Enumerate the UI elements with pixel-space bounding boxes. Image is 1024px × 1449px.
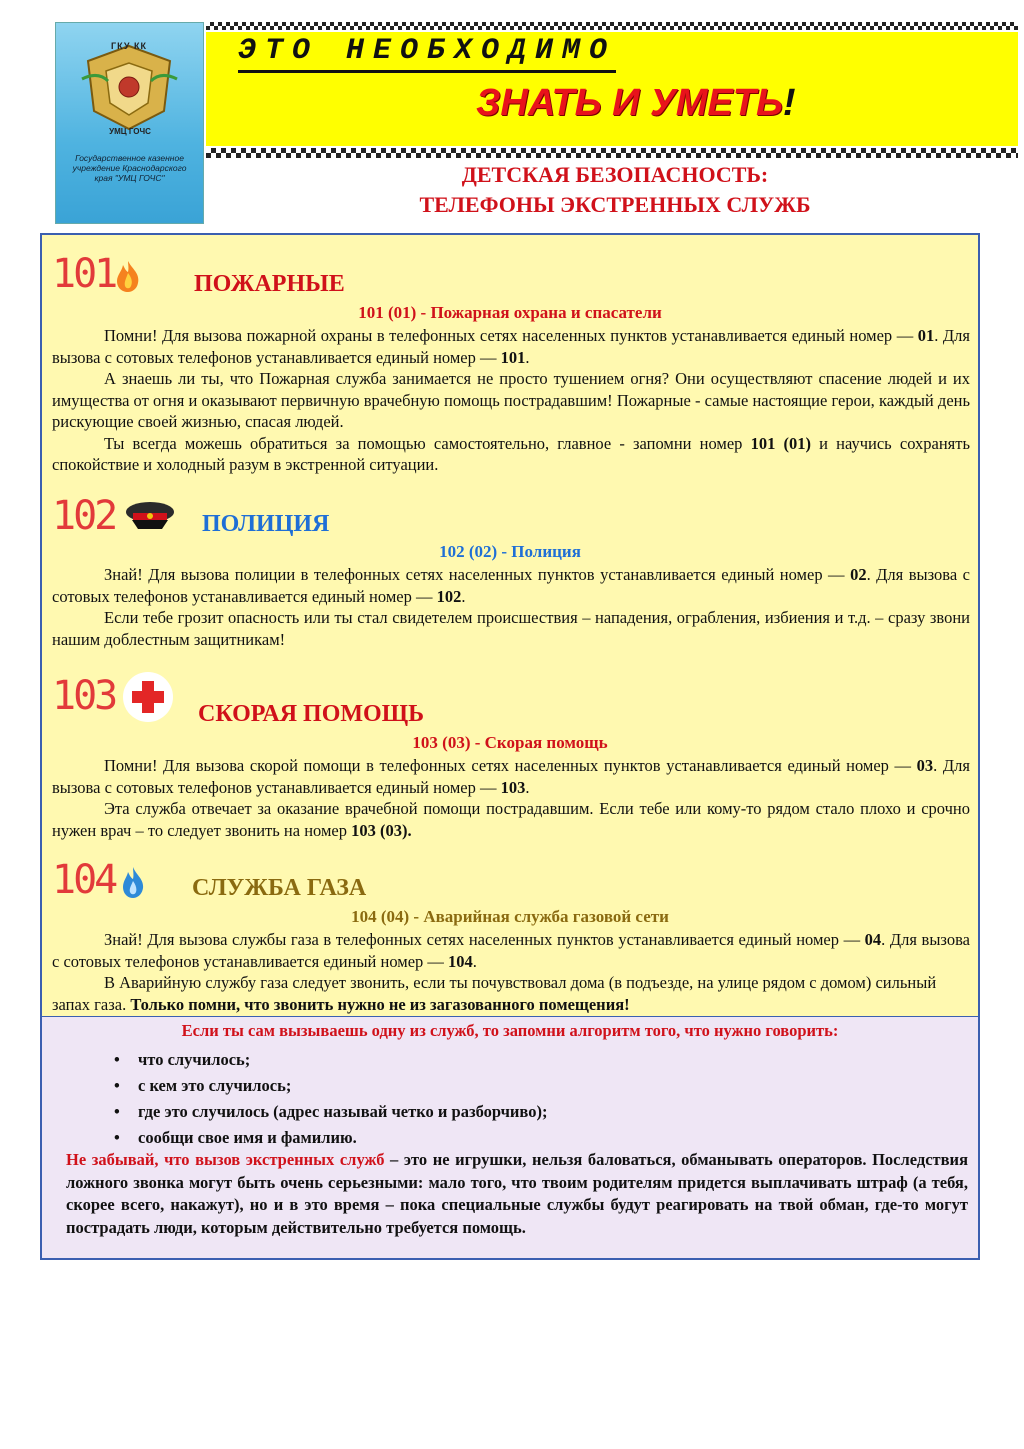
- main-content-box: [40, 233, 980, 1260]
- section-subtitle-fire: 101 (01) - Пожарная охрана и спасатели: [358, 303, 662, 322]
- section-number-ambulance: 103: [52, 673, 116, 719]
- algorithm-area: [42, 1016, 978, 1258]
- text-ambulance-1a: Помни! Для вызова скорой помощи в телефонных сетях населенных пунктов устанавливается единый номер —: [104, 756, 917, 775]
- text-police-2: Если тебе грозит опасность или ты стал свидетелем происшествия – нападения, ограбления, избиения и т.д. – сразу звони нашим доблестным защитникам!: [52, 608, 970, 649]
- header-line-2-text: ЗНАТЬ И УМЕТЬ: [476, 82, 783, 124]
- header-line-2: [476, 82, 796, 125]
- police-cap-icon: [124, 499, 176, 533]
- section-number-fire: 101: [52, 251, 116, 297]
- text-fire-1c: . Для вызова с сотовых телефонов устанавливается единый номер —: [52, 326, 970, 367]
- list-item: • что случилось;: [114, 1047, 547, 1073]
- final-warning-red: Не забывай, что вызов экстренных служб: [66, 1150, 385, 1169]
- section-subtitle-police: 102 (02) - Полиция: [439, 542, 581, 561]
- logo-bottom-text: УМЦ ГОЧС: [109, 127, 151, 136]
- final-warning-rest: – это не игрушки, нельзя баловаться, обманывать операторов. Последствия ложного звонка могут быть очень серьезными: мало того, что твоим родителям придется выплачивать штраф (а тебя, скорее всего, накажут), но и в это время – пока специальные службы будут реагировать на твой обман, где-то могут пострадать люди, которым действительно требуется помощь.: [66, 1150, 968, 1237]
- services-area: [42, 235, 978, 1016]
- text-ambulance-2a: Эта служба отвечает за оказание врачебной помощи пострадавшим. Если тебе или кому-то рядом стало плохо и срочно нужен врач – то следует звонить на номер: [52, 799, 970, 840]
- section-title-ambulance: СКОРАЯ ПОМОЩЬ: [198, 701, 424, 727]
- text-fire-2: А знаешь ли ты, что Пожарная служба занимается не просто тушением огня? Они осуществляют спасение людей и их имущества от огня и оказывают первичную врачебную помощь пострадавшим! Пожарные - самые настоящие герои, каждый день рискующие своей жизнью, спасая людей.: [52, 369, 970, 431]
- text-police-1a: Знай! Для вызова полиции в телефонных сетях населенных пунктов устанавливается единый номер —: [104, 565, 851, 584]
- organization-logo: [55, 22, 204, 224]
- page-title-line-1: ДЕТСКАЯ БЕЗОПАСНОСТЬ:: [461, 162, 769, 187]
- text-gas-1b: 04: [864, 930, 882, 949]
- text-ambulance-2b: 103 (03).: [351, 820, 412, 840]
- text-police-1b: 02: [850, 565, 867, 584]
- section-subtitle-ambulance: 103 (03) - Скорая помощь: [412, 733, 608, 752]
- text-gas-1e: .: [472, 951, 477, 971]
- text-fire-1e: .: [525, 347, 530, 367]
- red-cross-icon: [122, 671, 174, 723]
- section-text-ambulance: [52, 755, 970, 841]
- text-gas-2b: Только помни, что звонить нужно не из загазованного помещения!: [130, 994, 630, 1014]
- section-text-gas: [52, 929, 970, 1015]
- text-police-1d: 102: [436, 586, 462, 606]
- algorithm-title: Если ты сам вызываешь одну из служб, то запомни алгоритм того, что нужно говорить:: [181, 1021, 839, 1040]
- text-fire-3b: 101 (01): [750, 433, 812, 453]
- page-title: [290, 160, 940, 220]
- page-title-line-2: ТЕЛЕФОНЫ ЭКСТРЕННЫХ СЛУЖБ: [419, 192, 811, 217]
- header-line-1: ЭТО НЕОБХОДИМО: [238, 34, 616, 73]
- text-gas-2a: В Аварийную службу газа следует звонить, если ты почувствовал дома (в подъезде, на улице рядом с домом) сильный запах газа.: [52, 973, 937, 1014]
- text-fire-1d: 101: [500, 347, 526, 367]
- final-warning: [66, 1149, 968, 1239]
- text-gas-1d: 104: [448, 951, 473, 971]
- checker-border-bottom: [206, 148, 1018, 158]
- logo-top-text: ГКУ КК: [111, 41, 147, 51]
- list-item: • где это случилось (адрес называй четко и разборчиво);: [114, 1099, 547, 1125]
- section-text-fire: [52, 325, 970, 476]
- list-item: • сообщи свое имя и фамилию.: [114, 1125, 547, 1151]
- algorithm-list: [114, 1047, 547, 1151]
- section-number-police: 102: [52, 493, 116, 539]
- text-fire-3c: и научись сохранять спокойствие и холодный разум в экстренной ситуации.: [52, 433, 971, 474]
- logo-caption: Государственное казенное учреждение Краснодарского края "УМЦ ГОЧС": [72, 153, 187, 183]
- text-ambulance-1c: . Для вызова с сотовых телефонов устанавливается единый номер —: [52, 756, 970, 797]
- fire-icon: [114, 259, 142, 293]
- section-title-police: ПОЛИЦИЯ: [202, 511, 330, 537]
- gas-flame-icon: [120, 865, 146, 899]
- text-ambulance-1d: 103: [500, 777, 526, 797]
- section-subtitle-gas: 104 (04) - Аварийная служба газовой сети: [351, 907, 669, 926]
- checker-border-top: [206, 22, 1018, 30]
- section-title-gas: СЛУЖБА ГАЗА: [192, 875, 367, 901]
- text-fire-1a: Помни! Для вызова пожарной охраны в телефонных сетях населенных пунктов устанавливается единый номер —: [104, 326, 918, 345]
- text-fire-3a: Ты всегда можешь обратиться за помощью самостоятельно, главное - запомни номер: [104, 433, 751, 453]
- text-ambulance-1e: .: [525, 777, 530, 797]
- text-fire-1b: 01: [917, 326, 935, 345]
- text-police-1c: . Для вызова с сотовых телефонов устанавливается единый номер —: [52, 565, 971, 606]
- text-gas-1c: . Для вызова с сотовых телефонов устанавливается единый номер —: [52, 930, 970, 971]
- emblem-icon: [78, 41, 181, 133]
- list-item: • с кем это случилось;: [114, 1073, 547, 1099]
- text-ambulance-1b: 03: [916, 756, 934, 775]
- section-text-police: [52, 564, 970, 650]
- header-exclamation: !: [782, 82, 796, 124]
- text-gas-1a: Знай! Для вызова службы газа в телефонных сетях населенных пунктов устанавливается единый номер —: [104, 930, 865, 949]
- text-police-1e: .: [461, 586, 466, 606]
- section-title-fire: ПОЖАРНЫЕ: [194, 271, 345, 297]
- section-number-gas: 104: [52, 857, 116, 903]
